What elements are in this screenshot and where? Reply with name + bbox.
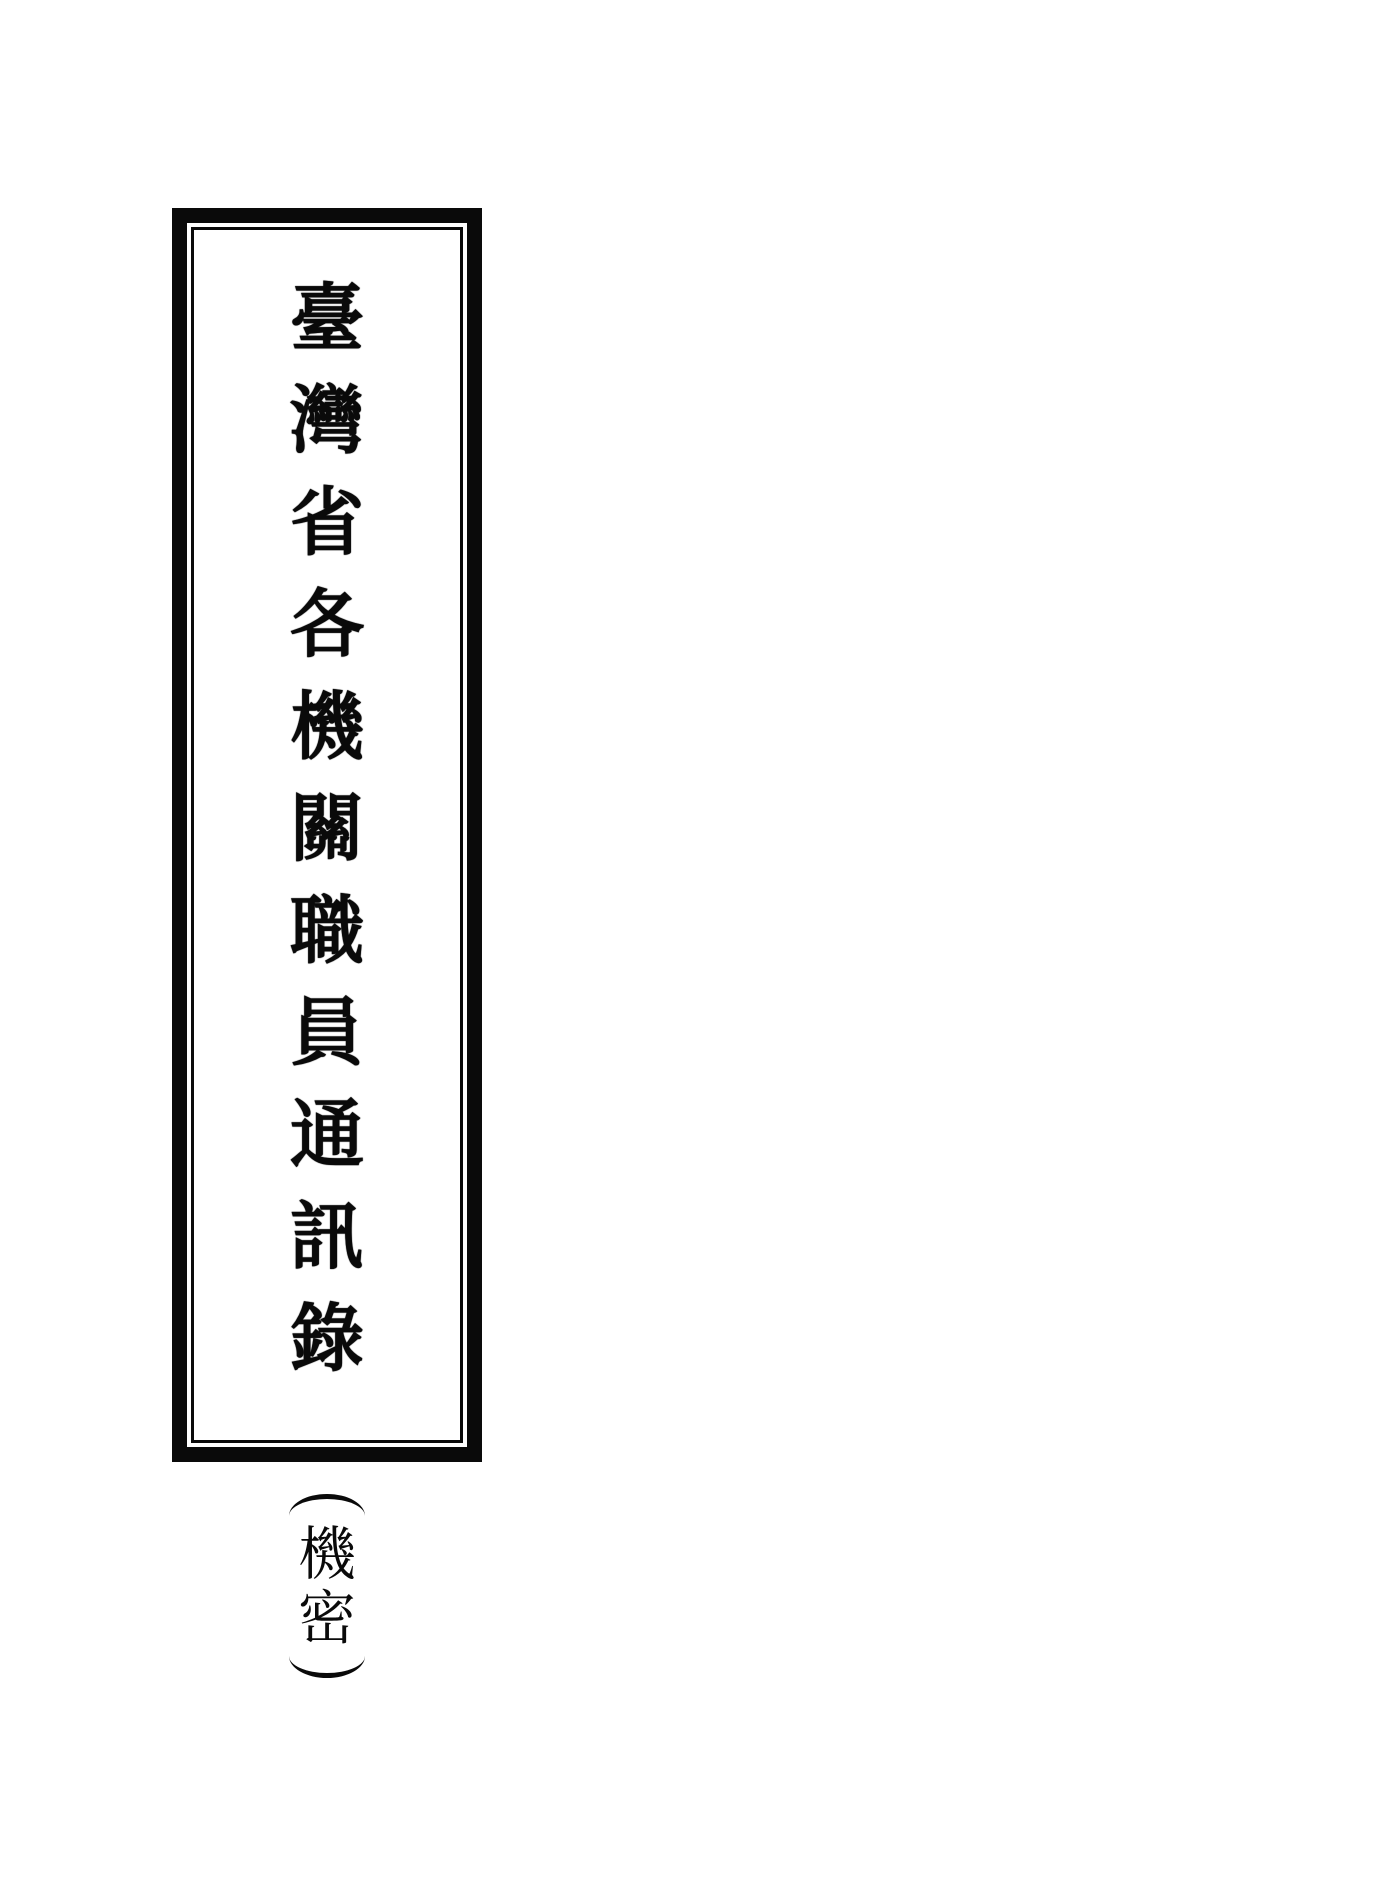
subtitle-char: 密 [297,1584,356,1652]
title-char: 關 [290,786,364,872]
title-char: 機 [290,684,364,770]
title-char: 各 [290,582,364,668]
close-paren-icon [289,1656,365,1678]
title-char: 錄 [290,1296,364,1382]
title-border-inner-rule [191,227,463,1443]
title-char: 職 [290,888,364,974]
title-char: 省 [290,480,364,566]
confidential-marker [172,1494,482,1678]
book-title-vertical [194,230,460,1440]
title-char: 員 [290,990,364,1076]
open-paren-icon [289,1494,365,1516]
title-char: 通 [290,1092,364,1178]
title-border-frame [172,208,482,1462]
subtitle-char: 機 [297,1520,356,1588]
title-char: 訊 [290,1194,364,1280]
title-char: 灣 [290,378,364,464]
title-char: 臺 [290,276,364,362]
